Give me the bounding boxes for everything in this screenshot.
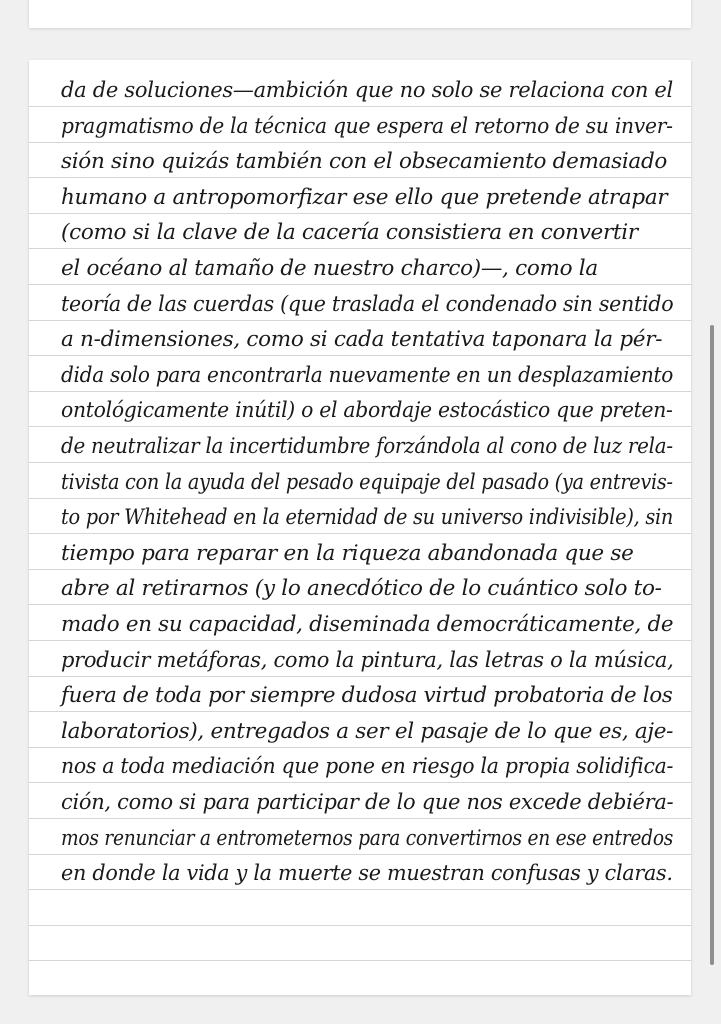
ruled-line xyxy=(29,818,691,819)
ruled-line xyxy=(29,533,691,534)
text-line: producir metáforas, como la pintura, las letras o la música, xyxy=(61,647,674,673)
ruled-line xyxy=(29,391,691,392)
ruled-line xyxy=(29,462,691,463)
text-line: mado en su capacidad, diseminada democráticamente, de xyxy=(61,612,674,637)
ruled-line xyxy=(29,960,691,961)
ruled-line xyxy=(29,498,691,499)
text-line: sión sino quizás también con el obsecamiento demasiado xyxy=(61,149,668,175)
text-line: dida solo para encontrarla nuevamente en un desplazamiento xyxy=(61,362,674,388)
ruled-line xyxy=(29,355,691,356)
ruled-line xyxy=(29,889,691,890)
text-line: nos a toda mediación que pone en riesgo la propia solidifica- xyxy=(61,754,674,780)
ruled-line xyxy=(29,747,691,748)
vertical-scrollbar[interactable] xyxy=(710,325,714,965)
ruled-line xyxy=(29,854,691,855)
text-line: ción, como si para participar de lo que nos excede debiéra- xyxy=(61,790,674,815)
text-line: fuera de toda por siempre dudosa virtud probatoria de los xyxy=(61,683,673,709)
ruled-line xyxy=(29,177,691,178)
text-line: tiempo para reparar en la riqueza abandonada que se xyxy=(61,540,634,566)
text-line: tivista con la ayuda del pesado equipaje del pasado (ya entrevis- xyxy=(61,469,673,495)
text-line: (como si la clave de la cacería consistiera en convertir xyxy=(61,220,638,246)
ruled-line xyxy=(29,925,691,926)
ruled-line xyxy=(29,569,691,570)
text-line: ontológicamente inútil) o el abordaje estocástico que preten- xyxy=(61,398,673,424)
ruled-line xyxy=(29,640,691,641)
ruled-line xyxy=(29,426,691,427)
ruled-line xyxy=(29,284,691,285)
ruled-line xyxy=(29,604,691,605)
text-line: to por Whitehead en la eternidad de su universo indivisible), sin xyxy=(61,505,674,531)
text-line: da de soluciones—ambición que no solo se relaciona con el xyxy=(61,78,673,103)
text-line: el océano al tamaño de nuestro charco)—, como la xyxy=(61,256,598,281)
ruled-line xyxy=(29,320,691,321)
ruled-line xyxy=(29,142,691,143)
text-line: mos renunciar a entrometernos para convertirnos en ese entredos xyxy=(61,825,674,851)
text-line: a n-dimensiones, como si cada tentativa taponara la pér- xyxy=(61,327,663,353)
ruled-line xyxy=(29,782,691,783)
text-line: pragmatismo de la técnica que espera el retorno de su inver- xyxy=(61,113,673,139)
text-line: humano a antropomorfizar ese ello que pretende atrapar xyxy=(61,184,668,210)
ruled-line xyxy=(29,106,691,107)
ruled-line xyxy=(29,676,691,677)
ruled-line xyxy=(29,213,691,214)
notebook-page xyxy=(29,60,691,995)
text-line: teoría de las cuerdas (que traslada el condenado sin sentido xyxy=(61,291,674,317)
ruled-line xyxy=(29,711,691,712)
text-line: abre al retirarnos (y lo anecdótico de lo cuántico solo to- xyxy=(61,576,662,602)
previous-page xyxy=(29,0,691,28)
text-line: en donde la vida y la muerte se muestran confusas y claras. xyxy=(61,861,673,887)
ruled-line xyxy=(29,248,691,249)
text-line: de neutralizar la incertidumbre forzándola al cono de luz rela- xyxy=(61,434,673,459)
text-line: laboratorios), entregados a ser el pasaje de lo que es, aje- xyxy=(61,718,674,744)
